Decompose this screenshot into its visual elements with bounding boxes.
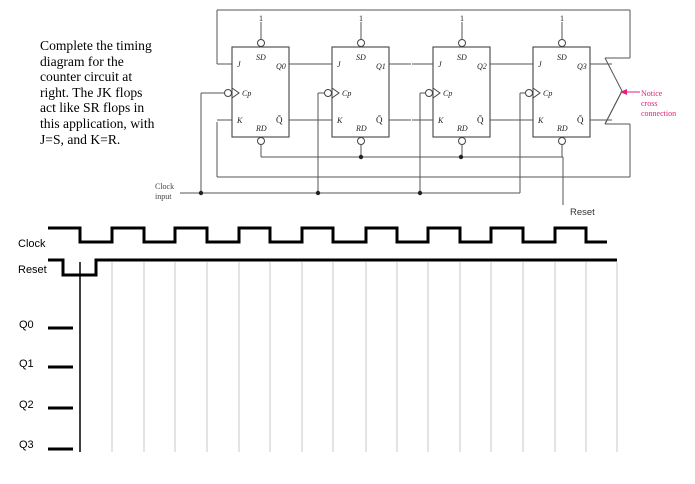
cp-pin-label: Cp	[242, 89, 252, 98]
input-one-label: 1	[359, 14, 363, 23]
k-pin-label: K	[438, 116, 444, 125]
rd-pin-label: RD	[356, 124, 367, 133]
qbar-output-label: Q̄	[577, 115, 584, 125]
j-pin-label: J	[538, 60, 542, 69]
clock-input-label: Clock	[155, 182, 175, 191]
signal-label-q3: Q3	[19, 439, 34, 451]
clock-waveform	[48, 228, 607, 242]
notice-label-1: Notice	[641, 89, 663, 98]
cp-pin-label: Cp	[543, 89, 553, 98]
signal-label-q1: Q1	[19, 358, 34, 370]
rd-pin-label: RD	[457, 124, 468, 133]
q-output-label: Q3	[577, 62, 587, 71]
sd-pin-label: SD	[557, 53, 567, 62]
qbar-output-label: Q̄	[376, 115, 383, 125]
reset-input-label: Reset	[570, 207, 595, 218]
signal-label-q0: Q0	[19, 319, 34, 331]
q-output-label: Q1	[376, 62, 386, 71]
j-pin-label: J	[337, 60, 341, 69]
input-one-label: 1	[560, 14, 564, 23]
qbar-output-label: Q̄	[477, 115, 484, 125]
j-pin-label: J	[438, 60, 442, 69]
cp-pin-label: Cp	[342, 89, 352, 98]
k-pin-label: K	[538, 116, 544, 125]
j-pin-label: J	[237, 60, 241, 69]
sd-pin-label: SD	[256, 53, 266, 62]
k-pin-label: K	[337, 116, 343, 125]
notice-label-2: cross	[641, 99, 658, 108]
sd-pin-label: SD	[457, 53, 467, 62]
sd-pin-label: SD	[356, 53, 366, 62]
qbar-output-label: Q̄	[276, 115, 283, 125]
rd-pin-label: RD	[557, 124, 568, 133]
signal-label-q2: Q2	[19, 399, 34, 411]
input-one-label: 1	[460, 14, 464, 23]
problem-statement: Complete the timing diagram for the counter circuit at right. The JK flops act like SR flops in this application, with J=S, and K=R.	[40, 38, 155, 147]
q-output-label: Q0	[276, 62, 286, 71]
clock-input-label-2: input	[155, 192, 172, 201]
notice-label-3: connection	[641, 109, 677, 118]
k-pin-label: K	[237, 116, 243, 125]
rd-pin-label: RD	[256, 124, 267, 133]
q-output-label: Q2	[477, 62, 487, 71]
signal-label-clock: Clock	[18, 238, 46, 250]
signal-label-reset: Reset	[18, 264, 47, 276]
input-one-label: 1	[259, 14, 263, 23]
cp-pin-label: Cp	[443, 89, 453, 98]
